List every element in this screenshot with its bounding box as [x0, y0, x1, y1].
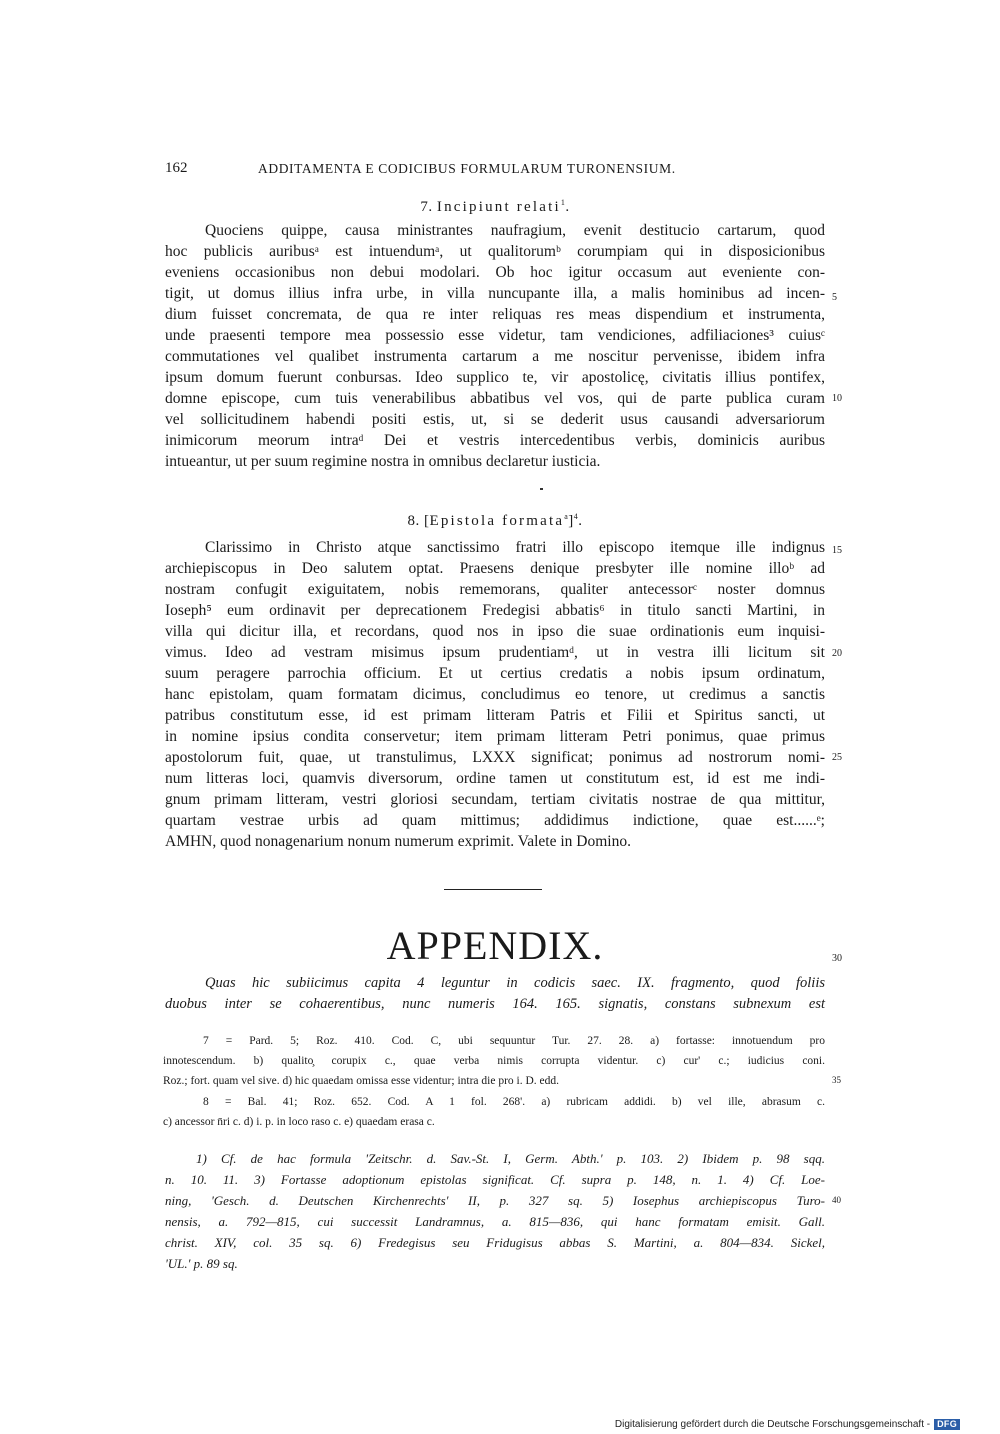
- credit-text: Digitalisierung gefördert durch die Deutsche Forschungsgemeinschaft -: [614, 1418, 931, 1430]
- s7-line-5: dium fuisset concremata, de qua re inter reliquas res meas dispendium et instrumenta,: [165, 306, 825, 323]
- footnote-line-2: n. 10. 11. 3) Fortasse adoptionum epistolas significat. Cf. supra p. 148, n. 1. 4) Cf. Loe-: [165, 1172, 825, 1187]
- s8-line-1: Clarissimo in Christo atque sanctissimo fratri illo episcopo itemque ille indignus: [205, 539, 825, 556]
- apparatus-7-line-1: 7 = Pard. 5; Roz. 410. Cod. C, ubi sequuntur Tur. 27. 28. a) fortasse: innotuendum pro: [203, 1035, 825, 1047]
- s8-line-6: vimus. Ideo ad vestram misimus ipsum prudentiamᵈ, ut in vestra illi licitum sit: [165, 644, 825, 661]
- section-8-bracket-close: ]: [568, 513, 574, 529]
- section-8-number: 8.: [407, 513, 420, 529]
- s7-line-9: domne episcope, cum tuis venerabilibus abbatibus vel vos, qui de parte publica curam: [165, 390, 825, 407]
- separator-dot: [540, 488, 543, 490]
- footnote-line-4: nensis, a. 792—815, cui successit Landramnus, a. 815—836, qui hanc formatam emisit. Gall.: [165, 1214, 825, 1229]
- s8-line-5: villa qui dicitur illa, et recordans, quod nos in ipso die suae ordinationis eum inquisi-: [165, 623, 825, 640]
- section-8-apparatus-ref: a: [564, 512, 569, 521]
- margin-line-number: 20: [832, 648, 842, 659]
- s8-line-8: hanc epistolam, quam formatam dicimus, concludimus eo tenore, ut credimus a sanctis: [165, 686, 825, 703]
- section-8-title-end: .: [578, 513, 583, 529]
- s8-line-3: nostram confugit exiguitatem, nobis rememorans, qualiter antecessorᶜ noster domnus: [165, 581, 825, 598]
- s7-line-2: hoc publicis auribusᵃ est intuendumᵃ, ut qualitorumᵇ corumpiam qui in disposicionibus: [165, 243, 825, 260]
- margin-line-number: 10: [832, 393, 842, 404]
- margin-line-number: 15: [832, 545, 842, 556]
- s7-line-1: Quociens quippe, causa ministrantes naufragium, evenit destitucio cartarum, quod: [205, 222, 825, 239]
- running-head: [165, 160, 825, 180]
- section-7-title-end: .: [565, 199, 570, 215]
- footnote-line-5: christ. XIV, col. 35 sq. 6) Fredegisus seu Fridugisus abbas S. Martini, a. 804—834. Sickel,: [165, 1235, 825, 1250]
- section-7-heading: Incipiunt relati: [436, 199, 561, 215]
- apparatus-7-line-2: innotescendum. b) qualito̧ corupix c., quae verba nimis corrupta videntur. c) cur' c.; iudicius coni.: [163, 1055, 825, 1067]
- appendix-title: APPENDIX.: [386, 923, 604, 968]
- page-number: 162: [165, 160, 188, 176]
- s8-line-9: patribus constitutum esse, id est primam litteram Patris et Filii et Spiritus sancti, ut: [165, 707, 825, 724]
- s8-line-14: quartam vestrae urbis ad quam mittimus; addidimus indictione, quae est......ᵉ;: [165, 812, 825, 829]
- footnote-line-1: 1) Cf. de hac formula 'Zeitschr. d. Sav.-St. I, Germ. Abth.' p. 103. 2) Ibidem p. 98 sqq.: [196, 1151, 825, 1166]
- footnote-line-6: 'UL.' p. 89 sq.: [165, 1256, 238, 1271]
- section-divider-rule: [444, 889, 542, 890]
- section-8-title: [165, 513, 825, 530]
- appendix-intro-line-2: duobus inter se cohaerentibus, nunc numeris 164. 165. signatis, constans subnexum est: [165, 996, 825, 1012]
- margin-line-number: 25: [832, 752, 842, 763]
- footnote-line-3: ning, 'Gesch. d. Deutschen Kirchenrechts' II, p. 327 sq. 5) Iosephus archiepiscopus Turo-: [165, 1193, 825, 1208]
- s8-line-13: gnum primam litteram, vestri gloriosi secundam, tertiam civitatis nostrae de qua mittitur,: [165, 791, 825, 808]
- s7-line-4: tigit, ut domus illius infra urbe, in villa nuncupante illa, a malis hominibus ad incen-: [165, 285, 825, 302]
- s7-line-12: intueantur, ut per suum regimine nostra in omnibus declaretur iusticia.: [165, 453, 601, 470]
- section-7-footnote-ref: 1: [560, 198, 566, 207]
- s7-line-7: commutationes vel qualibet instrumenta cartarum a me noscitur pervenisse, ibidem infra: [165, 348, 825, 365]
- s8-line-7: suum peragere parrochia officium. Et ut certius credatis a nobis ipsum ordinatum,: [165, 665, 825, 682]
- margin-line-number: 40: [832, 1195, 841, 1205]
- apparatus-7-line-3: Roz.; fort. quam vel sive. d) hic quaedam omissa esse videntur; intra die pro i. D. edd.: [163, 1075, 560, 1087]
- apparatus-8-line-2: c) ancessor n̄ri c. d) i. p. in loco raso c. e) quaedam erasa c.: [163, 1116, 435, 1128]
- section-8-bracket-open: [: [423, 513, 430, 529]
- s8-line-11: apostolorum fuit, quae, ut transtulimus, LXXX significat; ponimus ad nostrorum nomi-: [165, 749, 825, 766]
- running-title: ADDITAMENTA E CODICIBUS FORMULARUM TURONENSIUM.: [258, 161, 676, 176]
- s7-line-3: eveniens occasionibus non debui modolari. Ob hoc igitur occasum aut eveniente con-: [165, 264, 825, 281]
- margin-line-number: 30: [832, 953, 842, 964]
- section-8-heading: Epistola formata: [429, 513, 565, 529]
- s8-line-2: archiepiscopus in Deo salutem optat. Praesens denique presbyter ille nomine illoᵇ ad: [165, 560, 825, 577]
- margin-line-number: 5: [832, 292, 837, 303]
- section-8-footnote-ref: 4: [573, 512, 579, 521]
- digitization-credit: [615, 1418, 960, 1430]
- s8-line-10: in nomine ipsius condita conservetur; item primam litteram Petri ponimus, quae primus: [165, 728, 825, 745]
- section-7-title: [165, 199, 825, 216]
- s8-line-12: num litteras loci, quamvis diversorum, ordine tamen ut constitutum est, id est me indi-: [165, 770, 825, 787]
- dfg-logo: DFG: [934, 1419, 960, 1430]
- s8-line-4: Ioseph⁵ eum ordinavit per deprecationem Fredegisi abbatis⁶ in titulo sancti Martini, in: [165, 602, 825, 619]
- apparatus-8-line-1: 8 = Bal. 41; Roz. 652. Cod. A 1 fol. 268'. a) rubricam addidi. b) vel ille, abrasum c.: [203, 1096, 825, 1108]
- s8-line-15: AMHN, quod nonagenarium nonum numerum exprimit. Valete in Domino.: [165, 833, 631, 850]
- section-7-number: 7.: [420, 199, 433, 215]
- s7-line-6: unde praesenti tempore mea possessio esse videtur, tam vendiciones, adfiliaciones³ cuiusᶜ: [165, 327, 825, 344]
- appendix-intro-line-1: Quas hic subiicimus capita 4 leguntur in codicis saec. IX. fragmento, quod foliis: [205, 975, 825, 991]
- s7-line-11: inimicorum meorum intraᵈ Dei et vestris intercedentibus verbis, dominicis auribus: [165, 432, 825, 449]
- s7-line-8: ipsum domum fuerunt conbursas. Ideo supplico te, vir apostolicę, civitatis illius pontifex,: [165, 369, 825, 386]
- s7-line-10: vel sollicitudinem habendi positi estis, ut, si se dederit usus causandi adversariorum: [165, 411, 825, 428]
- margin-line-number: 35: [832, 1075, 841, 1085]
